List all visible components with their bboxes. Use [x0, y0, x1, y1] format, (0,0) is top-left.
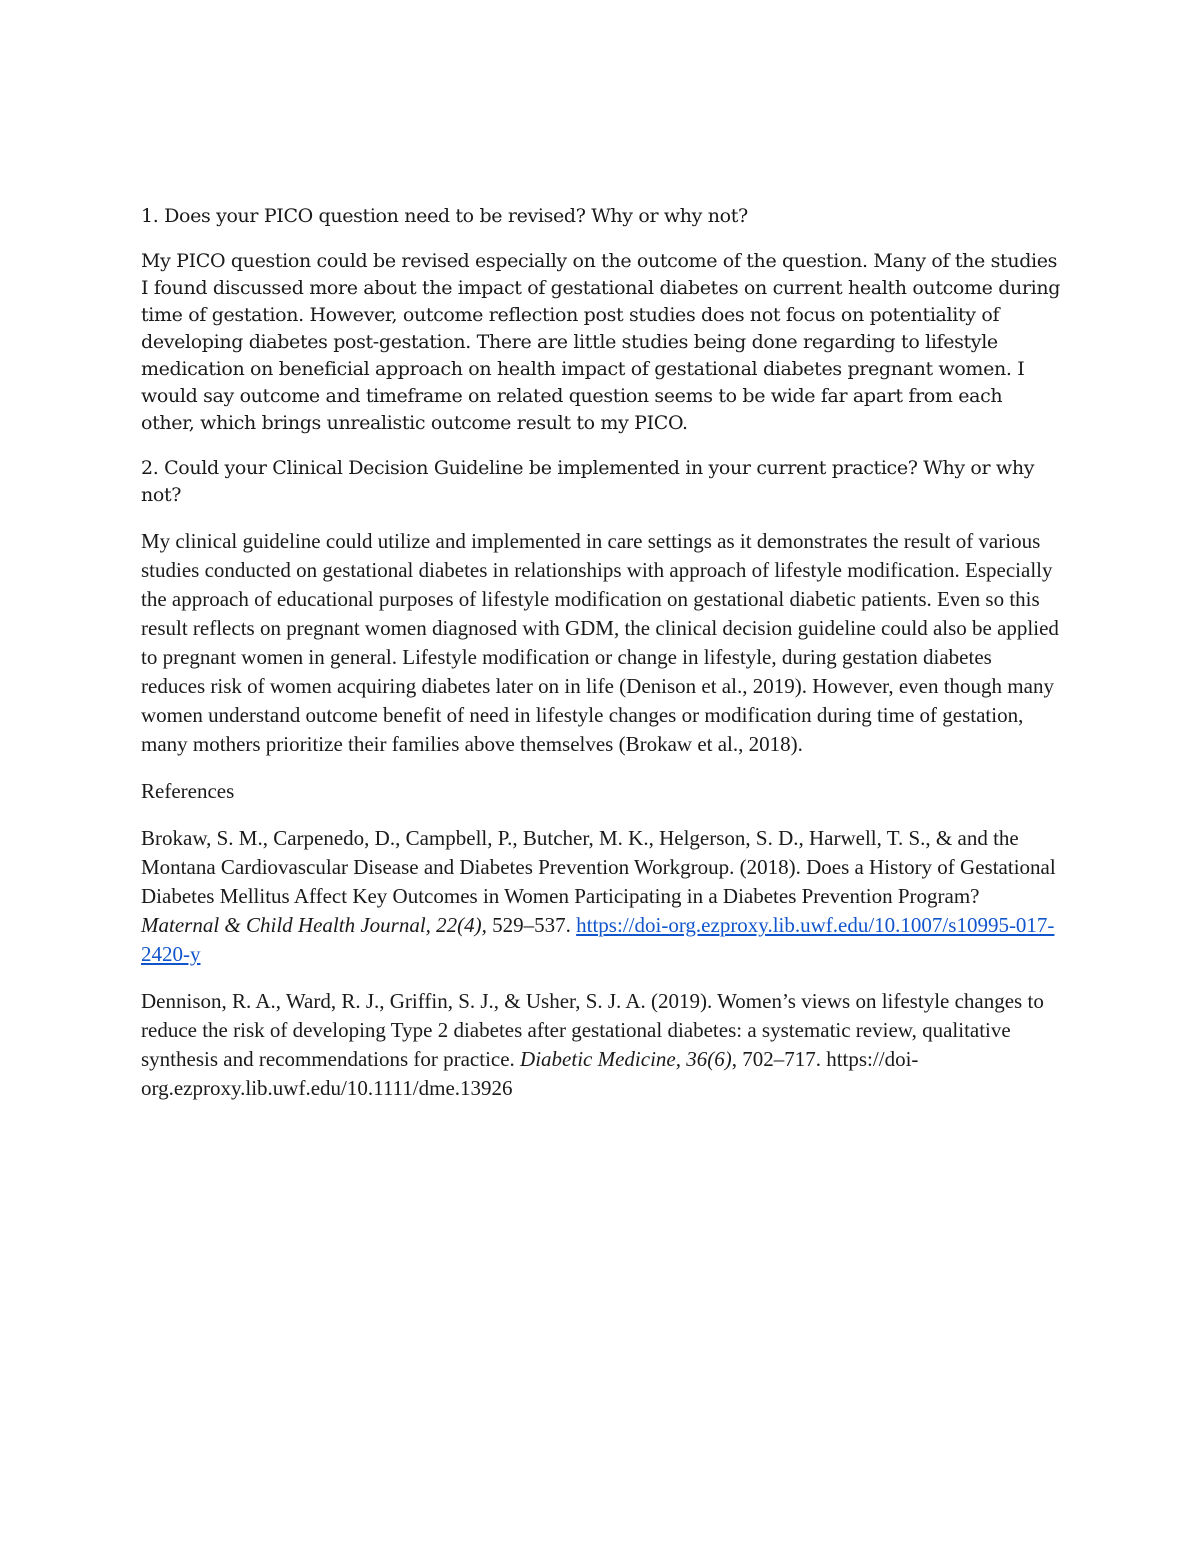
reference-brokaw-journal: Maternal & Child Health Journal, 22(4), [141, 913, 487, 937]
answer-1: My PICO question could be revised especially on the outcome of the question. Many of the studies I found discussed more about the impact of gestational diabetes on current health outcome during time of gestation. However, outcome reflection post studies does not focus on potentiality of developing diabetes post-gestation. There are little studies being done regarding to lifestyle medication on beneficial approach on health impact of gestational diabetes pregnant women. I would say outcome and timeframe on related question seems to be wide far apart from each other, which brings unrealistic outcome result to my PICO. [141, 250, 1061, 434]
document-body [141, 203, 1061, 1121]
reference-dennison [141, 987, 1061, 1103]
reference-dennison-text: Dennison, R. A., Ward, R. J., Griffin, S. J., & Usher, S. J. A. (2019). Women’s views on lifestyle changes to reduce the risk of developing Type 2 diabetes after gestational diabetes: a systematic review, qualitative synthesis and recommendations for practice. [141, 989, 1044, 1071]
reference-brokaw-text: Brokaw, S. M., Carpenedo, D., Campbell, P., Butcher, M. K., Helgerson, S. D., Harwell, T. S., & and the Montana Cardiovascular Disease and Diabetes Prevention Workgroup. (2018). Does a History of Gestational Diabetes Mellitus Affect Key Outcomes in Women Participating in a Diabetes Prevention Program? [141, 826, 1056, 908]
answer-2: My clinical guideline could utilize and implemented in care settings as it demonstrates the result of various studies conducted on gestational diabetes in relationships with approach of lifestyle modification. Especially the approach of educational purposes of lifestyle modification on gestational diabetic patients. Even so this result reflects on pregnant women diagnosed with GDM, the clinical decision guideline could also be applied to pregnant women in general. Lifestyle modification or change in lifestyle, during gestation diabetes reduces risk of women acquiring diabetes later on in life (Denison et al., 2019). However, even though many women understand outcome benefit of need in lifestyle changes or modification during time of gestation, many mothers prioritize their families above themselves (Brokaw et al., 2018). [141, 529, 1059, 756]
references-heading: References [141, 779, 235, 803]
reference-dennison-rest: , 702–717. https://doi-org.ezproxy.lib.uwf.edu/10.1111/dme.13926 [141, 1047, 919, 1100]
question-1: 1. Does your PICO question need to be revised? Why or why not? [141, 205, 748, 227]
reference-brokaw-doi-link[interactable]: https://doi-org.ezproxy.lib.uwf.edu/10.1007/s10995-017-2420-y [141, 913, 1055, 966]
reference-brokaw [141, 824, 1061, 969]
reference-dennison-journal: Diabetic Medicine, 36(6) [520, 1047, 732, 1071]
question-2: 2. Could your Clinical Decision Guideline be implemented in your current practice? Why or why not? [141, 457, 1035, 506]
reference-brokaw-pages: 529–537. [486, 913, 577, 937]
